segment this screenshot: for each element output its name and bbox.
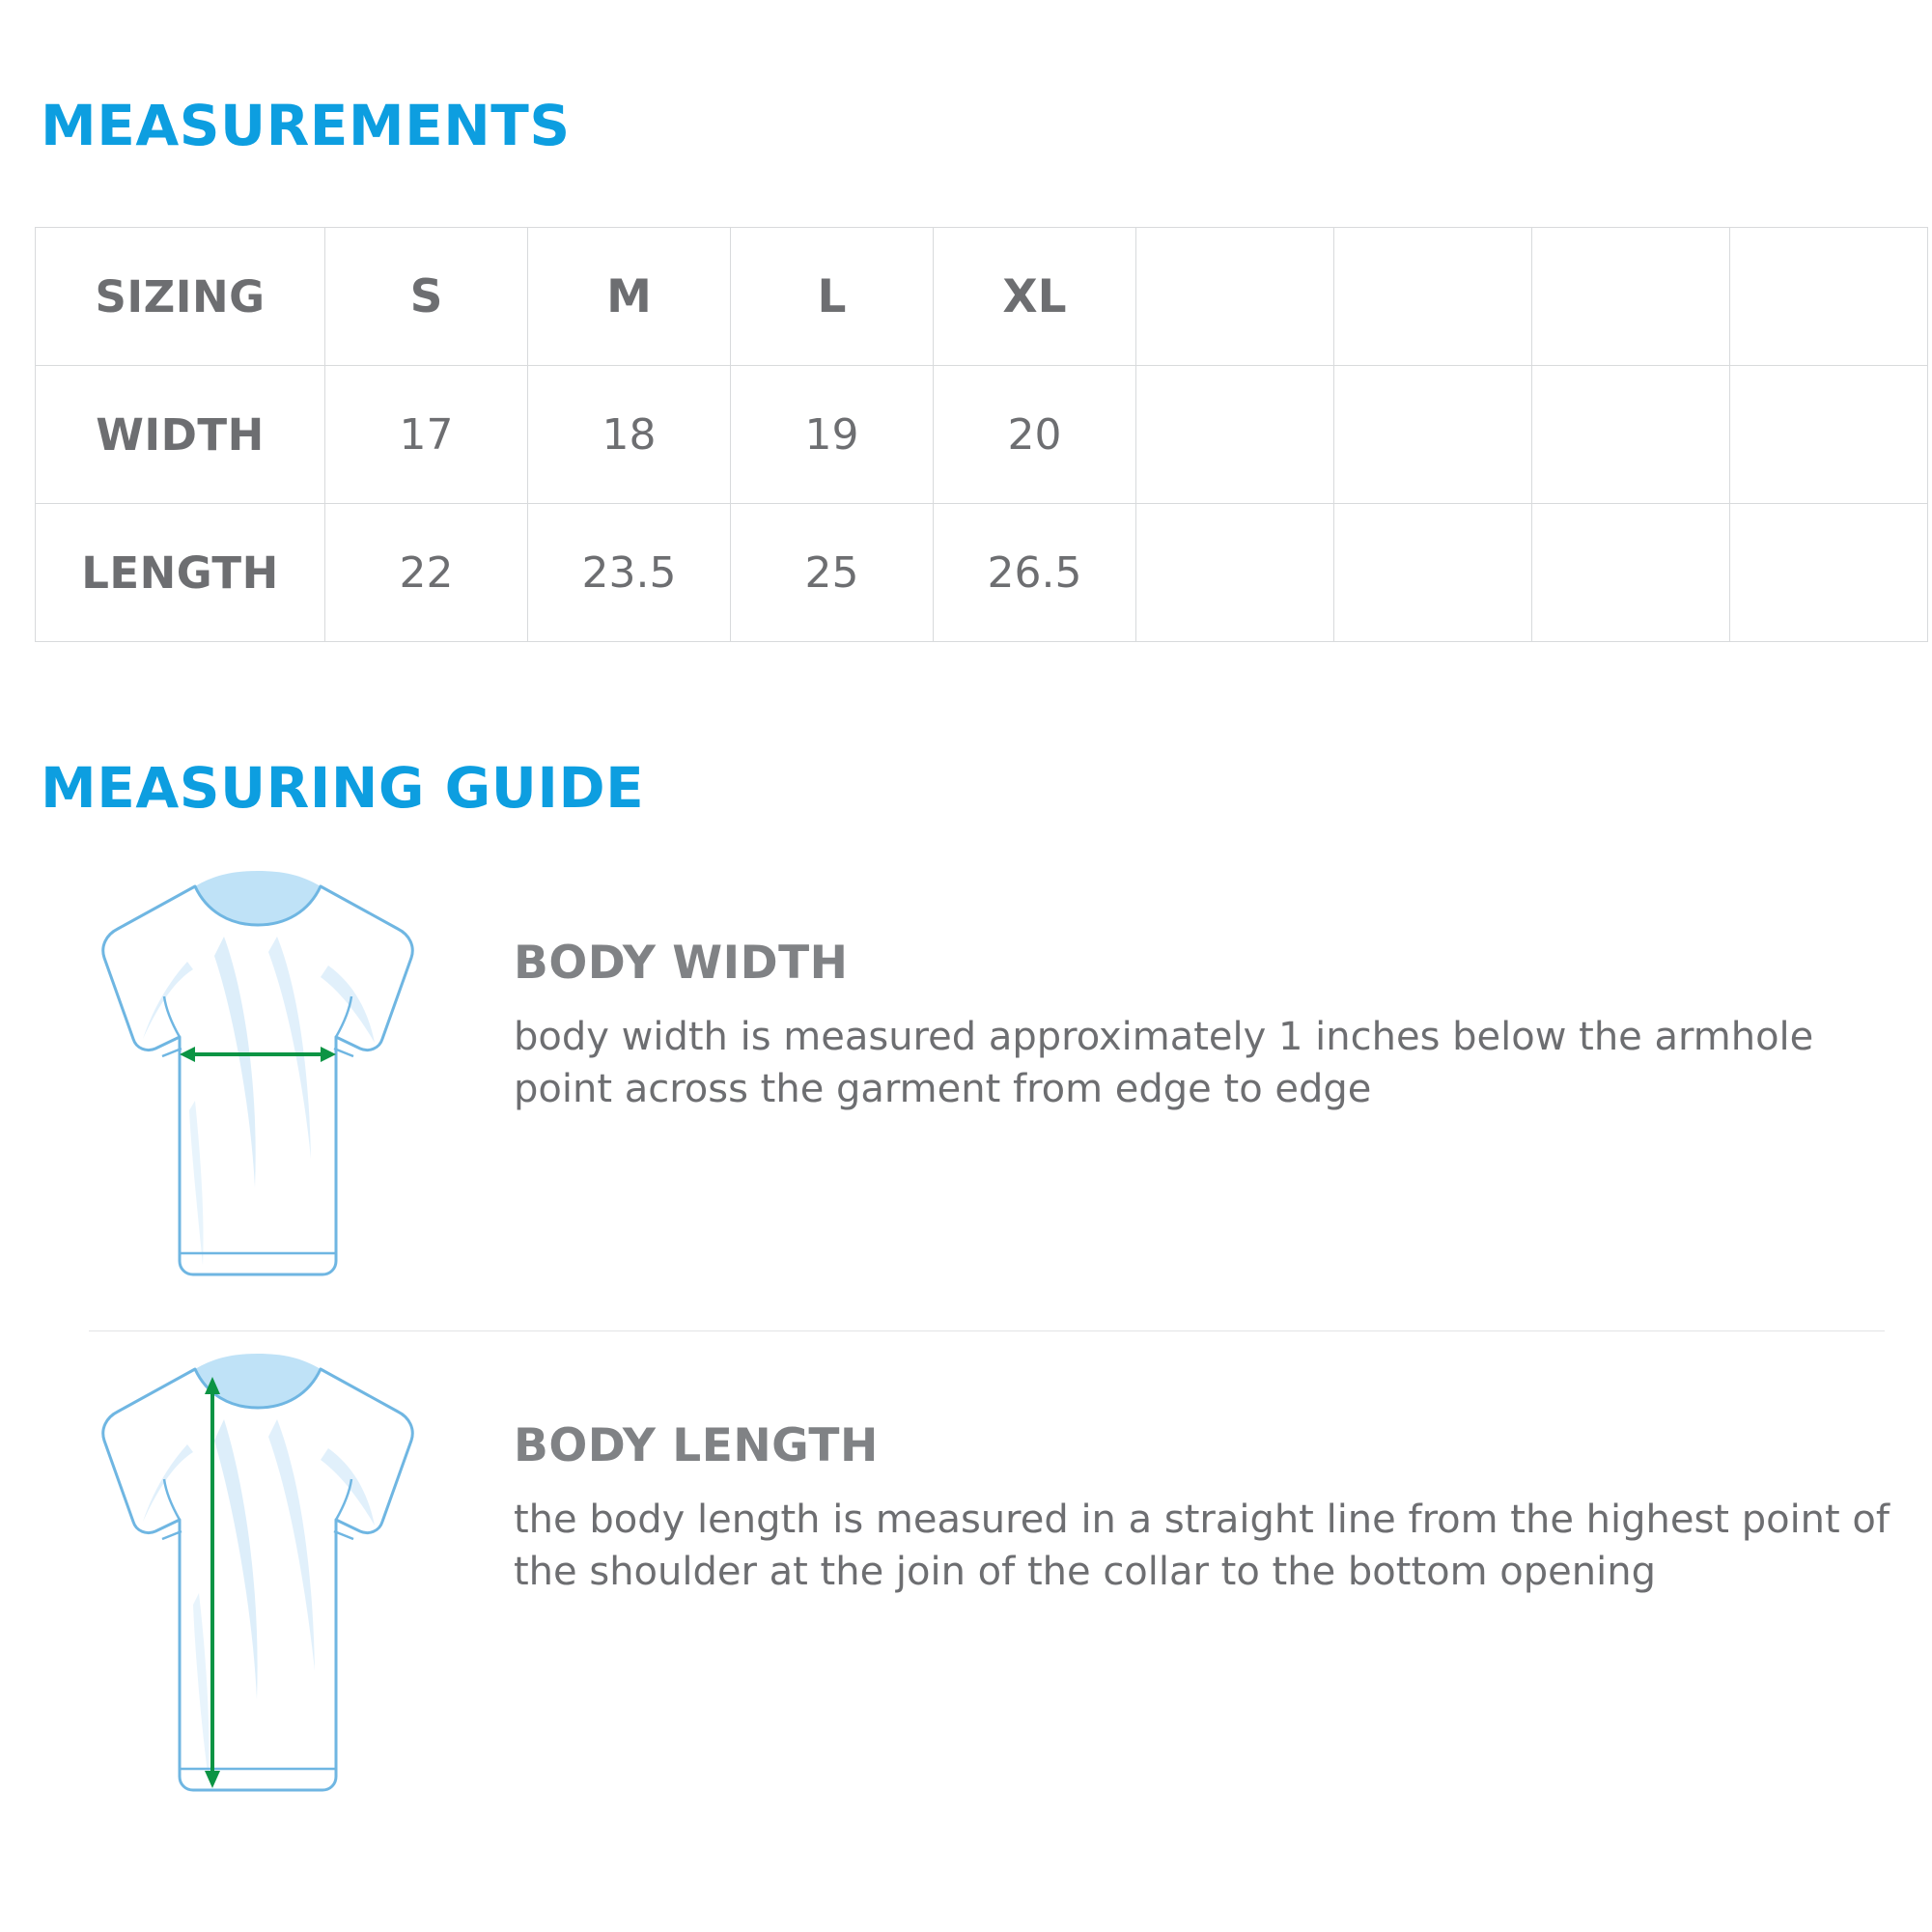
row-label-length: LENGTH: [36, 504, 325, 642]
table-row: [36, 366, 1928, 504]
cell-empty: [1532, 504, 1730, 642]
cell-empty: [1136, 228, 1334, 366]
tshirt-width-illustration: [41, 869, 475, 1284]
cell-length-l: 25: [731, 504, 934, 642]
cell-empty: [1136, 504, 1334, 642]
cell-empty: [1730, 504, 1928, 642]
cell-length-m: 23.5: [528, 504, 731, 642]
guide-heading-body-length: BODY LENGTH: [514, 1419, 879, 1472]
tshirt-length-illustration: [41, 1352, 475, 1806]
measuring-guide-title: MEASURING GUIDE: [41, 755, 645, 821]
cell-width-m: 18: [528, 366, 731, 504]
sizing-table-wrapper: [35, 227, 1893, 642]
guide-description-body-width: body width is measured approximately 1 inches below the armhole point across the garment from edge to edge: [514, 1015, 1814, 1111]
guide-text-body-length: [475, 1352, 1894, 1598]
cell-size-m: M: [528, 228, 731, 366]
cell-size-s: S: [325, 228, 528, 366]
cell-length-s: 22: [325, 504, 528, 642]
cell-empty: [1532, 228, 1730, 366]
cell-empty: [1334, 504, 1532, 642]
tshirt-length-icon: [79, 1352, 436, 1806]
cell-empty: [1334, 366, 1532, 504]
table-row: [36, 228, 1928, 366]
cell-empty: [1136, 366, 1334, 504]
guide-text-body-width: [475, 869, 1894, 1115]
table-row: [36, 504, 1928, 642]
cell-empty: [1730, 228, 1928, 366]
measurements-title: MEASUREMENTS: [41, 93, 571, 158]
guide-row-body-length: [41, 1352, 1894, 1806]
row-label-sizing: SIZING: [36, 228, 325, 366]
guide-description-body-length: the body length is measured in a straight line from the highest point of the shoulder at the join of the collar to the bottom opening: [514, 1498, 1890, 1594]
cell-size-xl: XL: [934, 228, 1136, 366]
guide-heading-body-width: BODY WIDTH: [514, 937, 849, 990]
cell-empty: [1334, 228, 1532, 366]
cell-width-xl: 20: [934, 366, 1136, 504]
cell-width-l: 19: [731, 366, 934, 504]
guide-row-body-width: [41, 869, 1894, 1284]
cell-empty: [1532, 366, 1730, 504]
guide-divider: [89, 1330, 1885, 1331]
cell-size-l: L: [731, 228, 934, 366]
tshirt-width-icon: [79, 869, 436, 1284]
sizing-table: [35, 227, 1928, 642]
cell-empty: [1730, 366, 1928, 504]
cell-width-s: 17: [325, 366, 528, 504]
row-label-width: WIDTH: [36, 366, 325, 504]
cell-length-xl: 26.5: [934, 504, 1136, 642]
